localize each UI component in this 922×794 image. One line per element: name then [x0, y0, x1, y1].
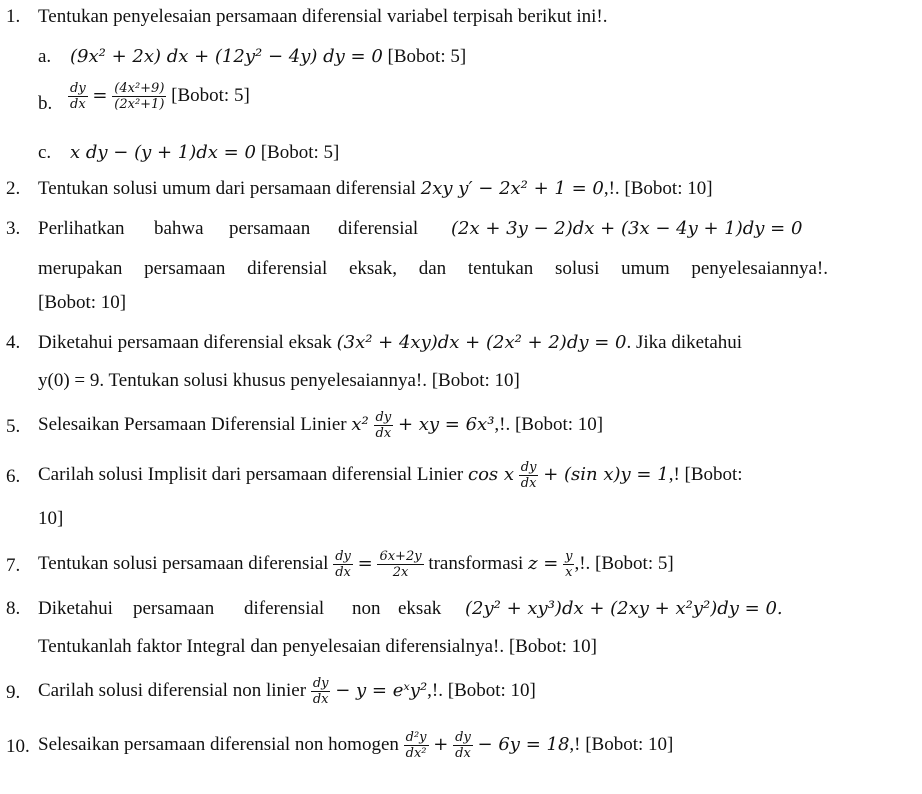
question-number: 10. [6, 736, 30, 757]
denominator: 2x [377, 564, 423, 580]
word: eksak [398, 598, 442, 619]
weight: ,! [Bobot: [668, 463, 743, 485]
plus-sign: + [433, 733, 449, 755]
fraction [519, 460, 539, 491]
numerator: dy [520, 460, 537, 475]
equation: (2y² + xy³)dx + (2xy + x²y²)dy = 0. [465, 598, 783, 619]
question-text: Carilah solusi Implisit dari persamaan diferensial Linier [38, 463, 464, 485]
question-6-line-2: 10] [38, 508, 64, 529]
question-number: 8. [6, 598, 21, 619]
numerator: d²y [405, 730, 427, 745]
weight: [Bobot: 5] [260, 142, 340, 163]
part-label: a. [38, 46, 52, 67]
equation: + (sin x)y = 1 [543, 463, 669, 485]
fraction [377, 549, 423, 580]
numerator: (4x²+9) [114, 81, 165, 96]
equation: (9x² + 2x) dx + (12y² − 4y) dy = 0 [70, 46, 383, 67]
question-number: 7. [6, 555, 21, 576]
fraction [453, 730, 473, 761]
fraction [404, 730, 429, 761]
weight: ,!. [Bobot: 10] [427, 679, 536, 701]
weight: ,! [Bobot: 10] [569, 733, 674, 755]
question-text: Selesaikan persamaan diferensial non homogen [38, 733, 399, 755]
question-number: 4. [6, 332, 21, 353]
numerator: 6x+2y [379, 549, 422, 564]
fraction [563, 549, 574, 580]
weight: [Bobot: 5] [387, 46, 467, 67]
question-3-line-2: merupakan persamaan diferensial eksak, dan tentukan solusi umum penyelesaiannya!. [38, 258, 828, 279]
numerator: dy [335, 549, 351, 564]
equals-sign: = [357, 552, 373, 574]
equation: − 6y = 18 [477, 733, 570, 755]
denominator: dx [374, 425, 394, 441]
question-4-line-2: y(0) = 9. Tentukan solusi khusus penyelesaiannya!. [Bobot: 10] [38, 370, 520, 391]
weight: ,!. [Bobot: 10] [494, 413, 604, 435]
question-text: Tentukan penyelesaian persamaan diferensial variabel terpisah berikut ini!. [38, 6, 608, 27]
numerator: dy [312, 676, 329, 691]
fraction [311, 676, 331, 707]
equation: + xy = 6x³ [397, 413, 495, 435]
word: persamaan [133, 598, 215, 619]
question-number: 9. [6, 682, 21, 703]
equation: − y = eˣy² [335, 679, 428, 701]
denominator: dx [68, 96, 88, 112]
numerator: dy [70, 81, 86, 96]
numerator: y [565, 549, 573, 564]
question-number: 6. [6, 466, 21, 487]
word: diferensial [244, 598, 325, 619]
numerator: dy [375, 410, 392, 425]
word: persamaan [229, 218, 311, 239]
fraction [112, 81, 166, 112]
part-label: c. [38, 142, 52, 163]
weight: [Bobot: 5] [171, 84, 250, 106]
weight: ,!. [Bobot: 5] [574, 552, 674, 574]
denominator: x [563, 564, 574, 580]
word: diferensial [338, 218, 419, 239]
denominator: dx [453, 745, 473, 761]
question-text: Tentukan solusi persamaan diferensial [38, 552, 329, 574]
equation: (2x + 3y − 2)dx + (3x − 4y + 1)dy = 0 [451, 218, 803, 239]
question-8-line-2: Tentukanlah faktor Integral dan penyelesaian diferensialnya!. [Bobot: 10] [38, 636, 597, 657]
question-3-weight: [Bobot: 10] [38, 292, 127, 313]
question-text-2: . Jika diketahui [626, 332, 743, 353]
denominator: dx² [404, 745, 429, 761]
question-number: 2. [6, 178, 21, 199]
question-text: Selesaikan Persamaan Diferensial Linier [38, 413, 347, 435]
equals-sign: = [92, 84, 108, 106]
word: Diketahui [38, 598, 113, 619]
equation: x dy − (y + 1)dx = 0 [70, 142, 256, 163]
fraction [68, 81, 88, 112]
fraction [333, 549, 353, 580]
denominator: dx [333, 564, 353, 580]
question-number: 3. [6, 218, 21, 239]
question-text-2: transformasi [428, 552, 524, 574]
numerator: dy [455, 730, 471, 745]
denominator: (2x²+1) [114, 97, 165, 112]
word: non [352, 598, 381, 619]
word: bahwa [154, 218, 204, 239]
question-number: 1. [6, 6, 21, 27]
equation: z = [528, 552, 559, 574]
math-prefix: x² [351, 413, 369, 435]
weight: ,!. [Bobot: 10] [603, 178, 713, 199]
equation: (3x² + 4xy)dx + (2x² + 2)dy = 0 [336, 332, 627, 353]
equation: 2xy y′ − 2x² + 1 = 0 [420, 178, 604, 199]
denominator: dx [311, 691, 331, 707]
question-text: Diketahui persamaan diferensial eksak [38, 332, 332, 353]
question-text: Carilah solusi diferensial non linier [38, 679, 307, 701]
word: Perlihatkan [38, 218, 125, 239]
denominator: dx [519, 475, 539, 491]
fraction [374, 410, 394, 441]
math-prefix: cos x [468, 463, 515, 485]
question-number: 5. [6, 416, 21, 437]
question-text: Tentukan solusi umum dari persamaan diferensial [38, 178, 417, 199]
part-label: b. [38, 93, 53, 114]
